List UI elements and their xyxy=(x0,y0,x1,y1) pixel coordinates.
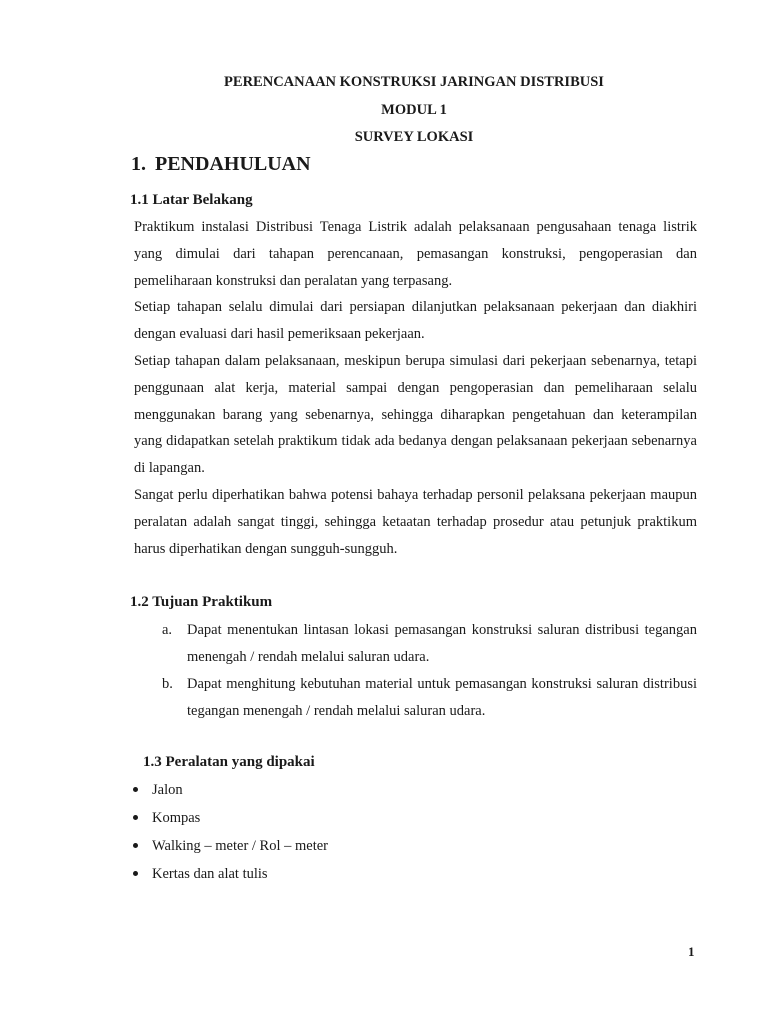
list-item xyxy=(162,671,697,725)
bullet-icon xyxy=(133,787,138,792)
section-title: PENDAHULUAN xyxy=(155,153,311,175)
paragraph: Setiap tahapan dalam pelaksanaan, meskipun berupa simulasi dari pekerjaan sebenarnya, tetapi penggunaan alat kerja, material sampai dengan pengoperasian dan pemeliharaan selalu menggunakan barang yang sebenarnya, sehingga diharapkan pengetahuan dan keterampilan yang didapatkan setelah praktikum tidak ada bedanya dengan pelaksanaan pekerjaan sebenarnya di lapangan. xyxy=(134,352,697,477)
module-subtitle: SURVEY LOKASI xyxy=(354,129,474,145)
document-title: PERENCANAAN KONSTRUKSI JARINGAN DISTRIBUSI xyxy=(224,74,604,90)
objectives-list xyxy=(162,617,697,725)
page-number: 1 xyxy=(688,944,695,959)
subsection-heading-tujuan: 1.2 Tujuan Praktikum xyxy=(130,594,273,610)
paragraph: Setiap tahapan selalu dimulai dari persiapan dilanjutkan pelaksanaan pekerjaan dan diakhiri dengan evaluasi dari hasil pemeriksaan pekerjaan. xyxy=(134,299,697,343)
bullet-icon xyxy=(133,815,138,820)
subsection-heading-peralatan: 1.3 Peralatan yang dipakai xyxy=(143,754,315,770)
module-label: MODUL 1 xyxy=(381,102,447,118)
paragraph: Sangat perlu diperhatikan bahwa potensi bahaya terhadap personil pelaksana pekerjaan maupun peralatan adalah sangat tinggi, sehingga ketaatan terhadap prosedur atau petunjuk praktikum harus diperhatikan dengan sungguh-sungguh. xyxy=(134,486,697,557)
list-item-text: Dapat menghitung kebutuhan material untuk pemasangan konstruksi saluran distribusi tegangan menengah / rendah melalui saluran udara. xyxy=(187,676,697,719)
list-marker: b. xyxy=(162,676,173,692)
list-item-text: Dapat menentukan lintasan lokasi pemasangan konstruksi saluran distribusi tegangan menengah / rendah melalui saluran udara. xyxy=(187,622,697,665)
equipment-list xyxy=(132,777,328,889)
list-item-text: Walking – meter / Rol – meter xyxy=(152,838,329,854)
subsection-heading-latar-belakang: 1.1 Latar Belakang xyxy=(130,192,253,208)
section-number: 1. xyxy=(131,153,146,175)
list-item xyxy=(132,833,328,861)
background-paragraphs xyxy=(134,214,697,562)
list-item-text: Kertas dan alat tulis xyxy=(152,866,268,882)
section-heading xyxy=(131,153,311,176)
list-item xyxy=(132,777,328,805)
list-item-text: Kompas xyxy=(152,810,201,826)
list-marker: a. xyxy=(162,622,173,638)
list-item xyxy=(132,861,328,889)
paragraph: Praktikum instalasi Distribusi Tenaga Listrik adalah pelaksanaan pengusahaan tenaga listrik yang dimulai dari tahapan perencanaan, pemasangan konstruksi, pengoperasian dan pemeliharaan konstruksi dan peralatan yang terpasang. xyxy=(134,219,697,289)
bullet-icon xyxy=(133,871,138,876)
list-item xyxy=(132,805,328,833)
list-item xyxy=(162,617,697,671)
list-item-text: Jalon xyxy=(152,782,183,798)
bullet-icon xyxy=(133,843,138,848)
